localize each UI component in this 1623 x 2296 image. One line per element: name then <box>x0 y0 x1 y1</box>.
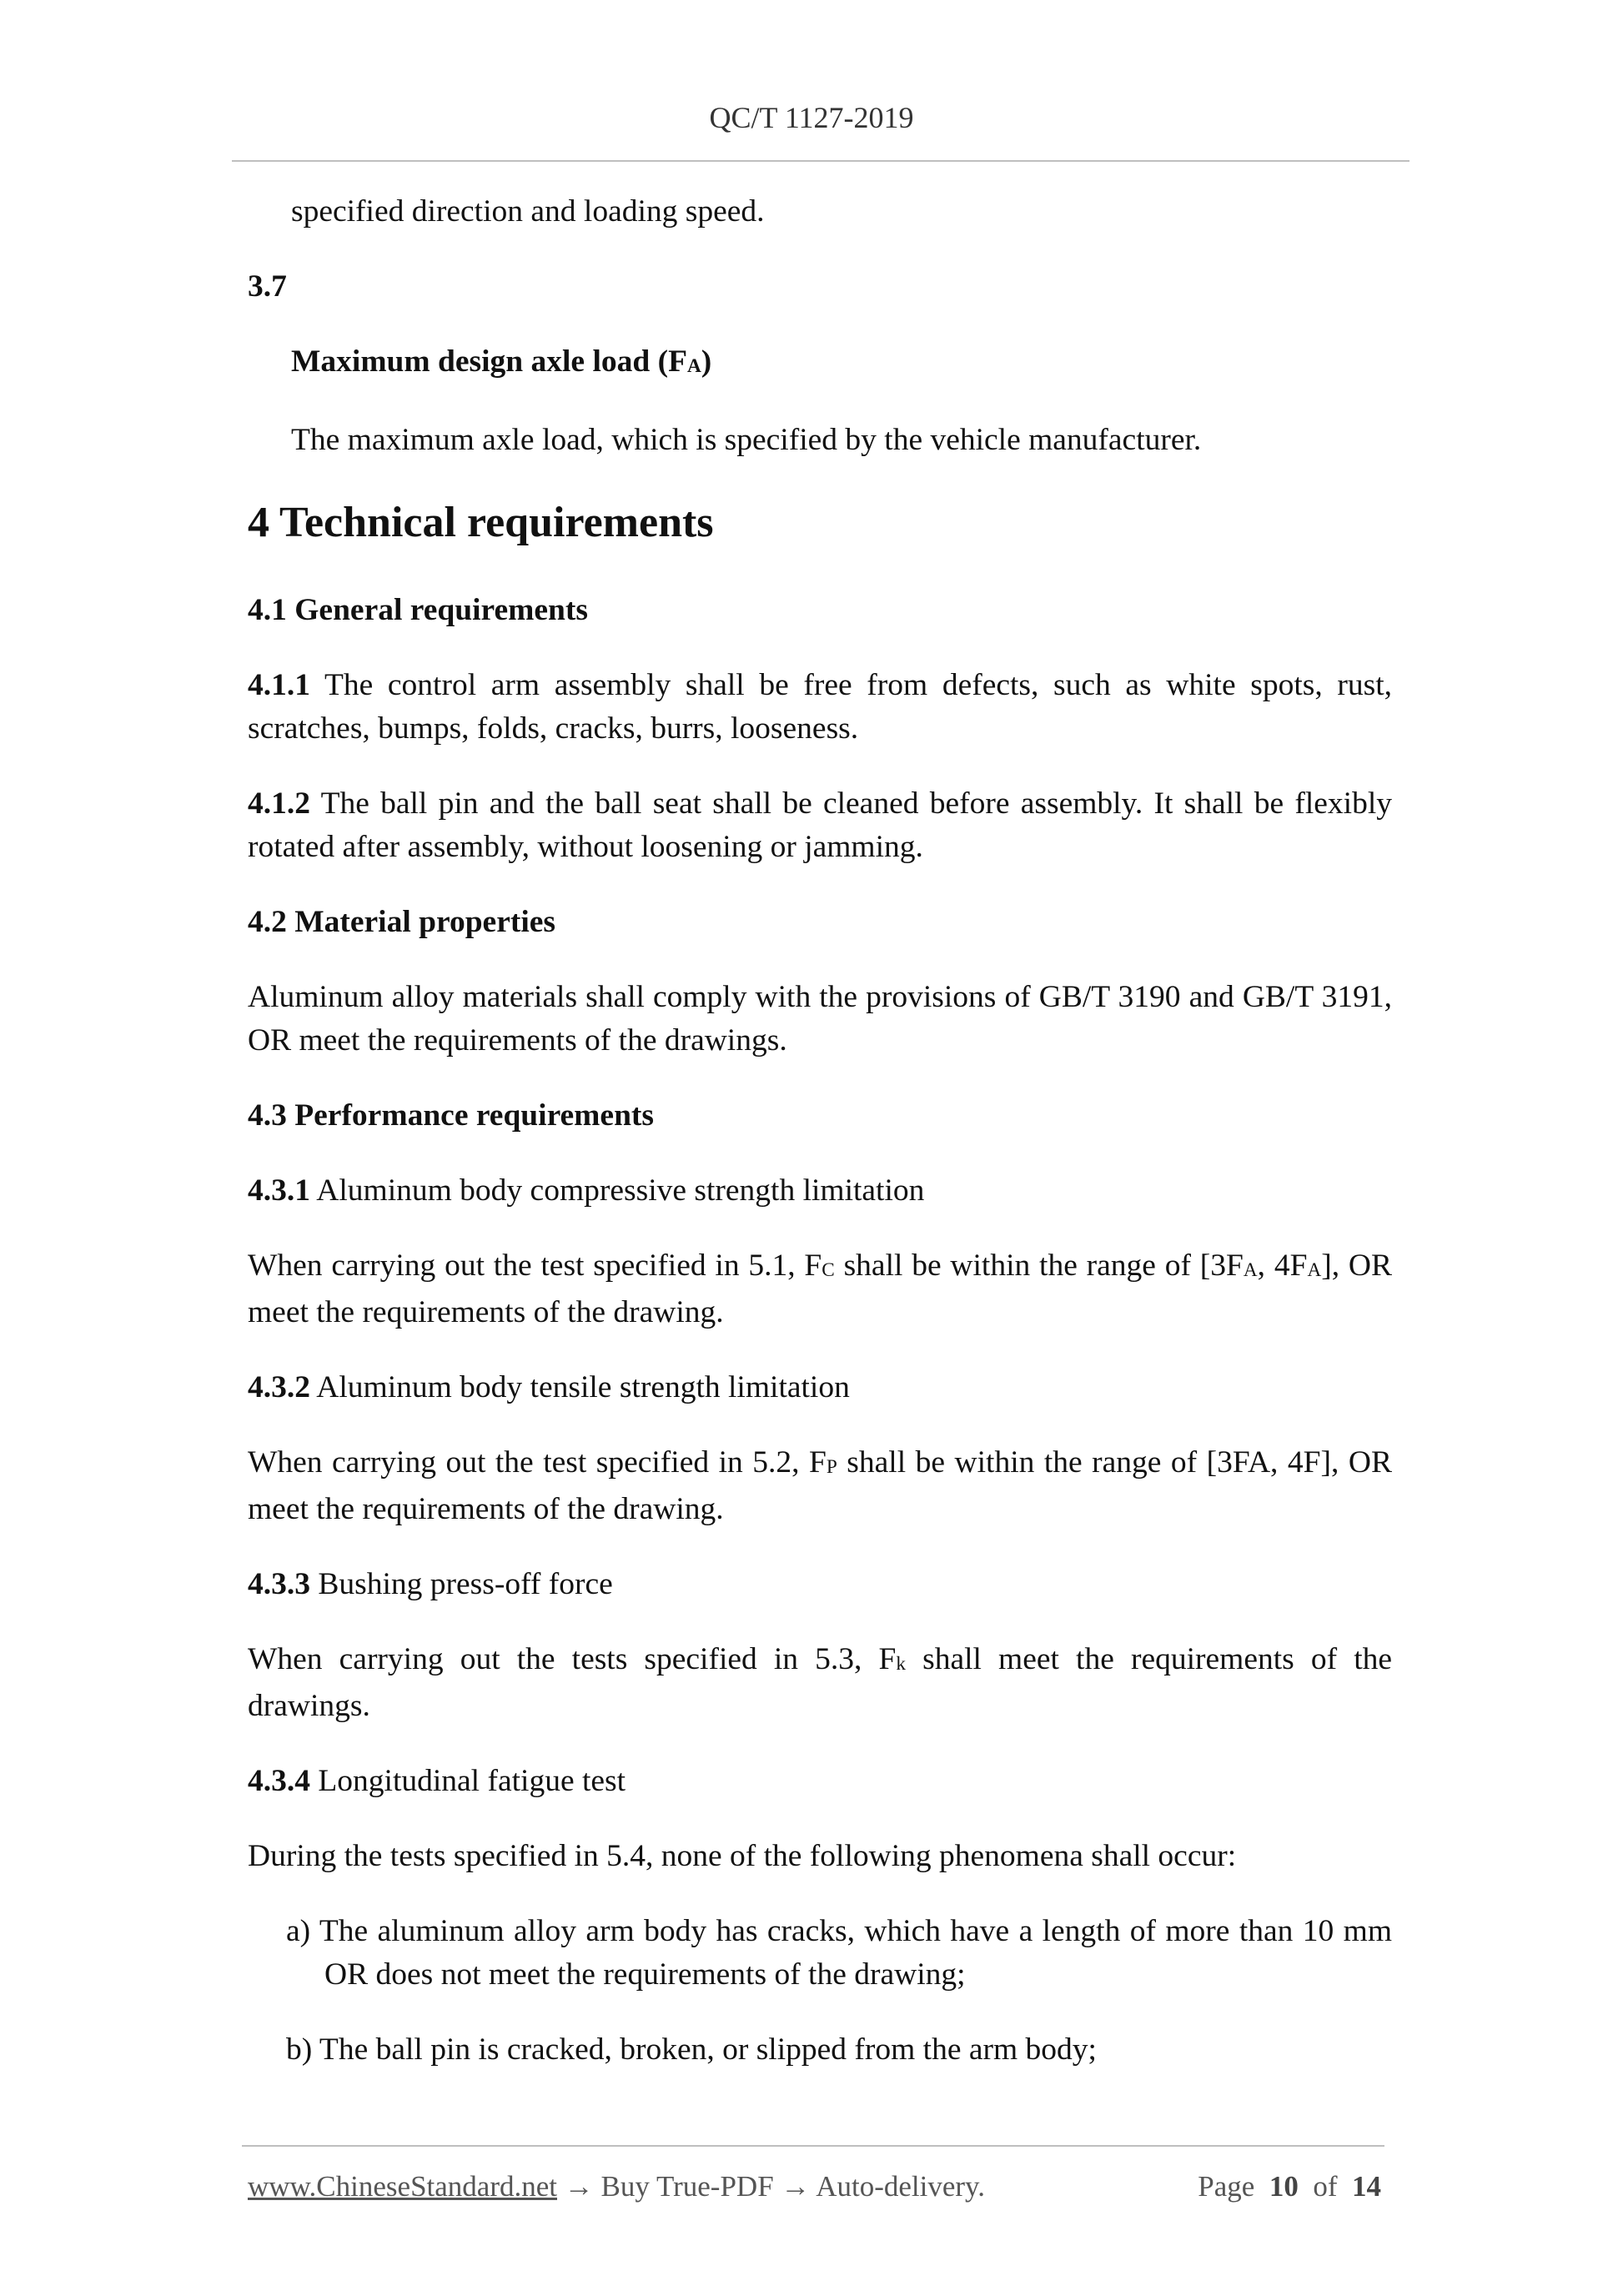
clause-number: 4.1.1 <box>248 668 310 702</box>
clause-4-1-2 <box>248 782 1392 869</box>
term-definition: The maximum axle load, which is specified by the vehicle manufacturer. <box>291 423 1202 457</box>
section-heading-4: 4 Technical requirements <box>248 499 714 546</box>
clause-number: 4.3.2 <box>248 1370 310 1404</box>
subsection-heading-4-1: 4.1 General requirements <box>248 593 588 627</box>
continuation-line: specified direction and loading speed. <box>291 194 765 229</box>
page-content <box>248 190 1392 2103</box>
term-subscript: A <box>687 355 701 378</box>
clause-4-3-1-text <box>248 1244 1392 1334</box>
clause-4-3-3-title <box>248 1563 1392 1606</box>
clause-4-3-2-text <box>248 1441 1392 1531</box>
site-link[interactable]: www.ChineseStandard.net <box>248 2170 557 2203</box>
term-close: ) <box>701 344 712 379</box>
clause-text: The control arm assembly shall be free from defects, such as white spots, rust, scratches, bumps, folds, cracks, burrs, looseness. <box>248 668 1392 746</box>
clause-number: 4.1.2 <box>248 786 310 821</box>
text-run: When carrying out the test specified in 5.1, F <box>248 1248 822 1283</box>
clause-number-3-7: 3.7 <box>248 269 287 304</box>
clause-title: Aluminum body tensile strength limitation <box>310 1370 850 1404</box>
clause-4-3-4-title <box>248 1760 1392 1803</box>
list-item-a: a) The aluminum alloy arm body has cracks, which have a length of more than 10 mm OR does not meet the requirements of the drawing; <box>286 1914 1392 1992</box>
promo-text: → Buy True-PDF → Auto-delivery. <box>557 2170 986 2203</box>
clause-number: 4.3.4 <box>248 1764 310 1798</box>
clause-title: Aluminum body compressive strength limitation <box>310 1173 925 1208</box>
text-run: shall be within the range of [3FA, 4F], OR meet the requirements of the drawing. <box>248 1445 1392 1526</box>
clause-4-3-2-title <box>248 1366 1392 1409</box>
text-run: When carrying out the tests specified in 5.3, F <box>248 1642 897 1676</box>
subscript-a: A <box>1307 1259 1322 1282</box>
of-label: of <box>1313 2170 1338 2203</box>
text-run: shall meet the requirements of the drawings. <box>248 1642 1393 1723</box>
subsection-heading-4-3: 4.3 Performance requirements <box>248 1098 655 1133</box>
text-run: ], OR meet the requirements of the drawing. <box>248 1248 1392 1329</box>
text-run: shall be within the range of [3F <box>834 1248 1244 1283</box>
total-pages: 14 <box>1352 2170 1381 2203</box>
clause-number: 4.3.3 <box>248 1567 310 1601</box>
clause-title: Bushing press-off force <box>310 1567 613 1601</box>
header-divider <box>232 160 1409 162</box>
text-run: When carrying out the test specified in 5.2, F <box>248 1445 827 1480</box>
material-properties-text: Aluminum alloy materials shall comply with the provisions of GB/T 3190 and GB/T 3191, OR meet the requirements of the drawings. <box>248 980 1392 1058</box>
footer-promo <box>248 2170 985 2203</box>
clause-text: The ball pin and the ball seat shall be cleaned before assembly. It shall be flexibly rotated after assembly, without loosening or jamming. <box>248 786 1392 864</box>
subscript-p: P <box>826 1456 837 1479</box>
page-indicator <box>1198 2170 1381 2203</box>
page-label: Page <box>1198 2170 1255 2203</box>
term-text: Maximum design axle load (F <box>291 344 687 379</box>
subscript-k: k <box>896 1653 907 1676</box>
clause-4-3-1-title <box>248 1169 1392 1213</box>
subscript-a: A <box>1243 1259 1258 1282</box>
clause-4-3-4-text: During the tests specified in 5.4, none of the following phenomena shall occur: <box>248 1839 1237 1873</box>
current-page-number: 10 <box>1269 2170 1299 2203</box>
footer-divider <box>242 2145 1384 2147</box>
subscript-c: C <box>822 1259 835 1282</box>
term-max-design-axle-load <box>248 340 1392 387</box>
text-run: , 4F <box>1257 1248 1308 1283</box>
clause-4-1-1 <box>248 664 1392 751</box>
clause-number: 4.3.1 <box>248 1173 310 1208</box>
page-header-doc-code: QC/T 1127-2019 <box>709 101 914 134</box>
subsection-heading-4-2: 4.2 Material properties <box>248 905 555 939</box>
list-item-b: b) The ball pin is cracked, broken, or slipped from the arm body; <box>286 2032 1097 2067</box>
clause-4-3-3-text <box>248 1638 1392 1728</box>
clause-title: Longitudinal fatigue test <box>310 1764 626 1798</box>
